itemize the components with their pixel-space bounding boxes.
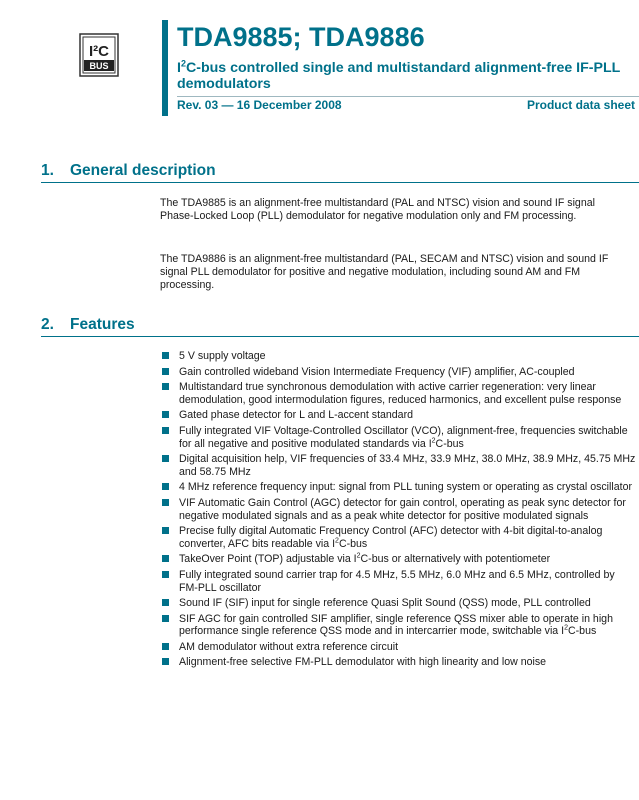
- section-features-heading: 2. Features: [41, 316, 135, 333]
- revision-info: Rev. 03 — 16 December 2008: [177, 98, 342, 112]
- feature-item: SIF AGC for gain controlled SIF amplifier, single reference QSS mixer able to operate in high performance single reference QSS mode and in intercarrier mode, switchable via $I^2C$-bus: [162, 613, 636, 638]
- square-bullet-icon: [162, 383, 169, 390]
- feature-item: Alignment-free selective FM-PLL demodulator with high linearity and low noise: [162, 656, 636, 669]
- square-bullet-icon: [162, 555, 169, 562]
- feature-item: Gated phase detector for L and L-accent standard: [162, 409, 636, 422]
- feature-item: VIF Automatic Gain Control (AGC) detector for gain control, operating as peak sync detector for negative modulated signals and as a peak white detector for positive modulated signals: [162, 497, 636, 522]
- feature-item: Sound IF (SIF) input for single reference Quasi Split Sound (QSS) mode, PLL controlled: [162, 597, 636, 610]
- feature-item: 4 MHz reference frequency input: signal from PLL tuning system or operating as crystal oscillator: [162, 481, 636, 494]
- header-rule: [177, 96, 639, 97]
- document-subtitle: $I^2C$-bus controlled single and multistandard alignment-free IF-PLL demodulators: [177, 58, 621, 92]
- feature-item: Fully integrated sound carrier trap for 4.5 MHz, 5.5 MHz, 6.0 MHz and 6.5 MHz, controlled by FM-PLL oscillator: [162, 569, 636, 594]
- section-rule: [41, 336, 639, 337]
- square-bullet-icon: [162, 658, 169, 665]
- square-bullet-icon: [162, 368, 169, 375]
- paragraph: The TDA9886 is an alignment-free multistandard (PAL, SECAM and NTSC) vision and sound IF signal PLL demodulator for positive and negative modulation, including sound AM and FM processing.: [160, 253, 609, 291]
- feature-item: Multistandard true synchronous demodulation with active carrier regeneration: very linear demodulation, good intermodulation figures, reduced harmonics, and excellent pulse response: [162, 381, 636, 406]
- feature-item: Fully integrated VIF Voltage-Controlled Oscillator (VCO), alignment-free, frequencies switchable for all negative and positive modulated standards via $I^2C$-bus: [162, 425, 636, 450]
- section-general-description-heading: 1. General description: [41, 162, 216, 179]
- square-bullet-icon: [162, 427, 169, 434]
- square-bullet-icon: [162, 527, 169, 534]
- square-bullet-icon: [162, 499, 169, 506]
- square-bullet-icon: [162, 599, 169, 606]
- feature-item: Gain controlled wideband Vision Intermediate Frequency (VIF) amplifier, AC-coupled: [162, 366, 636, 379]
- svg-text:I²C: I²C: [89, 43, 109, 60]
- square-bullet-icon: [162, 483, 169, 490]
- square-bullet-icon: [162, 411, 169, 418]
- square-bullet-icon: [162, 352, 169, 359]
- document-type: Product data sheet: [526, 98, 635, 112]
- header-accent-bar: [162, 20, 168, 116]
- paragraph: The TDA9885 is an alignment-free multistandard (PAL and NTSC) vision and sound IF signal Phase-Locked Loop (PLL) demodulator for negative modulation only and FM processing.: [160, 197, 595, 222]
- i2c-bus-logo: [79, 33, 119, 77]
- feature-item: Precise fully digital Automatic Frequency Control (AFC) detector with 4-bit digital-to-analog converter, AFC bits readable via $I^2C$-bus: [162, 525, 636, 550]
- square-bullet-icon: [162, 615, 169, 622]
- section-rule: [41, 182, 639, 183]
- svg-text:BUS: BUS: [89, 61, 109, 71]
- i2c-bus-logo-graphic: [79, 33, 119, 77]
- document-title: TDA9885; TDA9886: [177, 22, 425, 52]
- square-bullet-icon: [162, 455, 169, 462]
- features-list: [162, 350, 636, 672]
- square-bullet-icon: [162, 571, 169, 578]
- feature-item: TakeOver Point (TOP) adjustable via $I^2C$-bus or alternatively with potentiometer: [162, 553, 636, 566]
- feature-item: 5 V supply voltage: [162, 350, 636, 363]
- feature-item: Digital acquisition help, VIF frequencies of 33.4 MHz, 33.9 MHz, 38.0 MHz, 38.9 MHz, 45.75 MHz and 58.75 MHz: [162, 453, 636, 478]
- square-bullet-icon: [162, 643, 169, 650]
- feature-item: AM demodulator without extra reference circuit: [162, 641, 636, 654]
